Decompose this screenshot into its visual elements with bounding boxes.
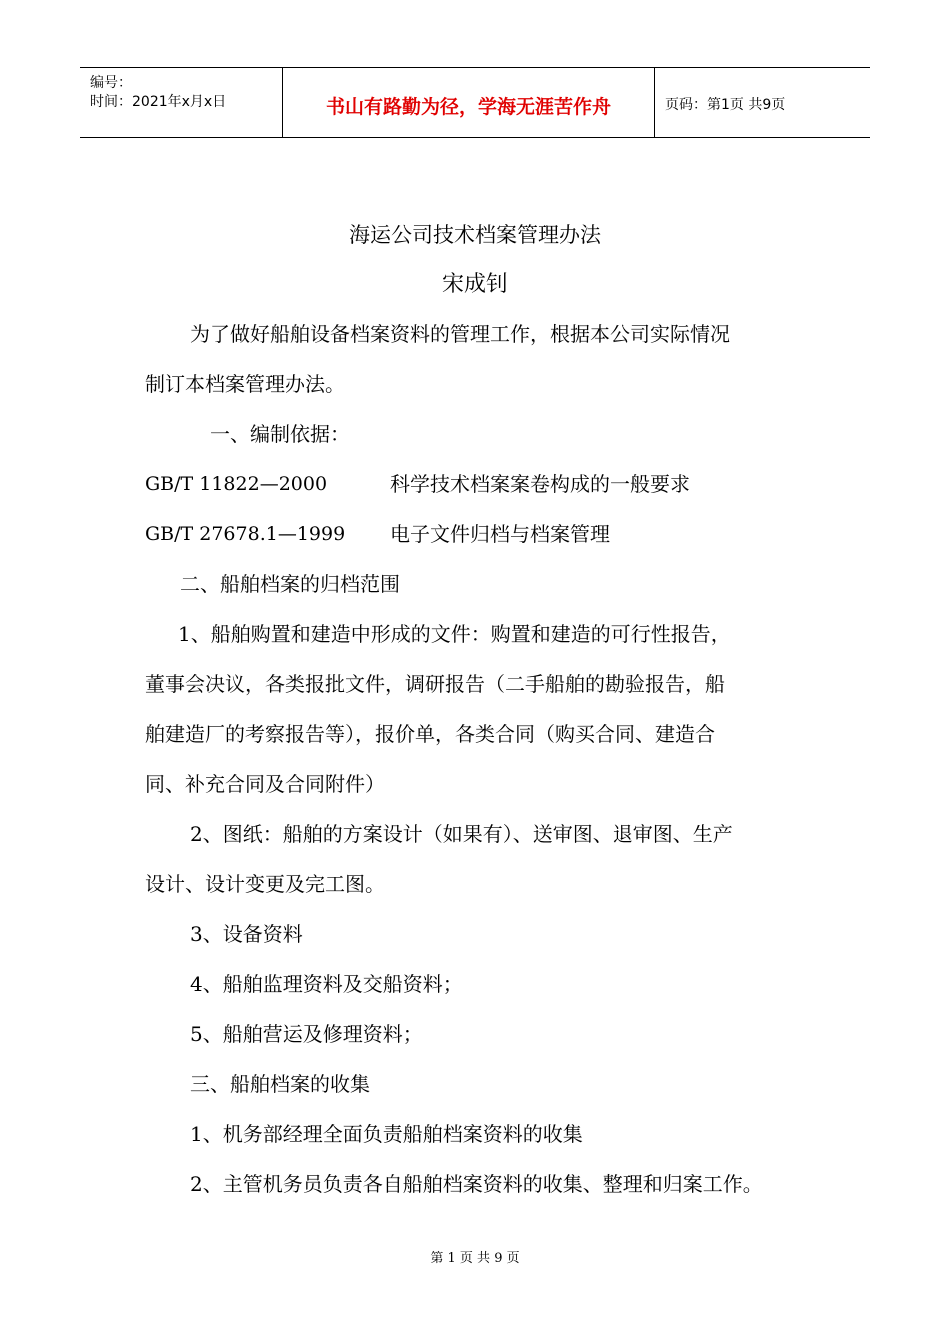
standard-1-code: GB/T 11822—2000 (145, 473, 328, 495)
header-meta-cell (80, 68, 283, 137)
time-label: 时间：2021年x月x日 (90, 94, 227, 110)
number-label: 编号： (90, 75, 132, 91)
s3-item-1: 1、机务部经理全面负责船舶档案资料的收集 (190, 1122, 583, 1146)
intro-line-1: 为了做好船舶设备档案资料的管理工作，根据本公司实际情况 (190, 322, 730, 346)
section-1-heading: 一、编制依据： (210, 422, 350, 446)
s2-item-1-line-2: 董事会决议，各类报批文件，调研报告（二手船舶的勘验报告，船 (145, 672, 725, 696)
header-page-cell (655, 68, 870, 137)
s2-item-1-line-1: 1、船舶购置和建造中形成的文件：购置和建造的可行性报告， (178, 622, 731, 646)
s2-item-2-line-1: 2、图纸：船舶的方案设计（如果有）、送审图、退审图、生产 (190, 822, 733, 846)
s2-item-5: 5、船舶营运及修理资料； (190, 1022, 423, 1046)
page-footer: 第 1 页 共 9 页 (430, 1251, 520, 1266)
standard-1-name: 科学技术档案案卷构成的一般要求 (390, 472, 690, 496)
s3-item-2: 2、主管机务员负责各自船舶档案资料的收集、整理和归案工作。 (190, 1172, 763, 1196)
standard-2-name: 电子文件归档与档案管理 (390, 522, 610, 546)
motto: 书山有路勤为径，学海无涯苦作舟 (325, 96, 611, 118)
header-table (80, 67, 870, 138)
section-2-heading: 二、船舶档案的归档范围 (180, 572, 400, 596)
s2-item-1-line-3: 舶建造厂的考察报告等），报价单，各类合同（购买合同、建造合 (145, 722, 715, 746)
section-3-heading: 三、船舶档案的收集 (190, 1072, 370, 1096)
intro-line-2: 制订本档案管理办法。 (145, 372, 345, 396)
doc-title: 海运公司技术档案管理办法 (349, 223, 601, 247)
standard-2-code: GB/T 27678.1—1999 (145, 523, 346, 545)
page-info: 页码：第1页 共9页 (665, 97, 786, 113)
s2-item-3: 3、设备资料 (190, 922, 303, 946)
s2-item-1-line-4: 同、补充合同及合同附件） (145, 772, 385, 796)
s2-item-2-line-2: 设计、设计变更及完工图。 (145, 872, 385, 896)
doc-author: 宋成钊 (441, 272, 508, 297)
header-motto-cell (283, 68, 655, 137)
s2-item-4: 4、船舶监理资料及交船资料； (190, 972, 463, 996)
